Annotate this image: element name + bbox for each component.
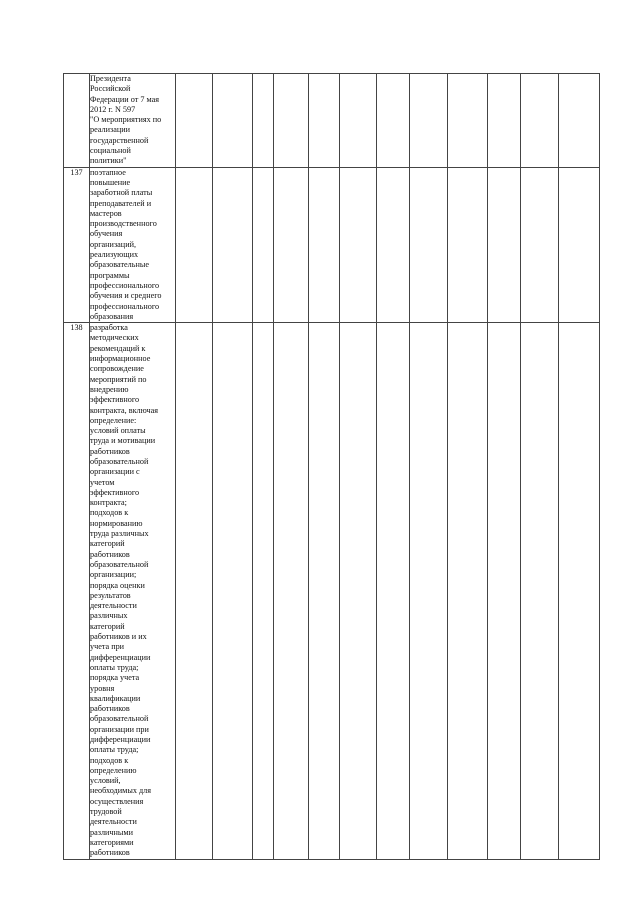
table-row [64, 167, 600, 322]
empty-cell [377, 323, 410, 859]
empty-cell [176, 74, 213, 168]
empty-cell [521, 74, 559, 168]
measures-table [63, 73, 600, 860]
empty-cell [213, 323, 253, 859]
empty-cell [274, 74, 309, 168]
empty-cell [488, 167, 521, 322]
empty-cell [340, 167, 377, 322]
empty-cell [448, 74, 488, 168]
empty-cell [253, 167, 274, 322]
empty-cell [448, 167, 488, 322]
empty-cell [213, 74, 253, 168]
empty-cell [309, 323, 340, 859]
empty-cell [559, 323, 600, 859]
row-number: 137 [64, 167, 90, 322]
empty-cell [176, 323, 213, 859]
empty-cell [309, 167, 340, 322]
empty-cell [340, 74, 377, 168]
empty-cell [448, 323, 488, 859]
empty-cell [176, 167, 213, 322]
measure-description [90, 167, 176, 322]
row-number [64, 74, 90, 168]
measure-text: поэтапное повышение заработной платы преподавателей и мастеров производственного обучения организаций, реализующих образовательные программы профессионального обучения и среднего профессионального образования [90, 167, 162, 321]
empty-cell [521, 323, 559, 859]
empty-cell [274, 167, 309, 322]
empty-cell [488, 323, 521, 859]
empty-cell [309, 74, 340, 168]
empty-cell [253, 74, 274, 168]
measure-description [90, 74, 176, 168]
empty-cell [253, 323, 274, 859]
measure-description [90, 323, 176, 859]
measure-text: Президента Российской Федерации от 7 мая 2012 г. N 597 "О мероприятиях по реализации государственной социальной политики" [90, 74, 162, 166]
empty-cell [213, 167, 253, 322]
empty-cell [377, 167, 410, 322]
empty-cell [410, 167, 448, 322]
empty-cell [410, 74, 448, 168]
empty-cell [274, 323, 309, 859]
empty-cell [521, 167, 559, 322]
measure-text: разработка методических рекомендаций к информационное сопровождение мероприятий по внедрению эффективного контракта, включая определение: условий оплаты труда и мотивации работников образовательной организации с учетом эффективного контракта; подходов к нормированию труда различных категорий работников образовательной организации; порядка оценки результатов деятельности различных категорий работников и их учета при дифференциации оплаты труда; порядка учета уровня квалификации работников образовательной организации при дифференциации оплаты труда; подходов к определению условий, необходимых для осуществления трудовой деятельности различными категориями работников [90, 323, 158, 858]
empty-cell [377, 74, 410, 168]
empty-cell [410, 323, 448, 859]
row-number: 138 [64, 323, 90, 859]
empty-cell [488, 74, 521, 168]
table-row [64, 323, 600, 859]
empty-cell [559, 74, 600, 168]
empty-cell [559, 167, 600, 322]
empty-cell [340, 323, 377, 859]
table-row [64, 74, 600, 168]
